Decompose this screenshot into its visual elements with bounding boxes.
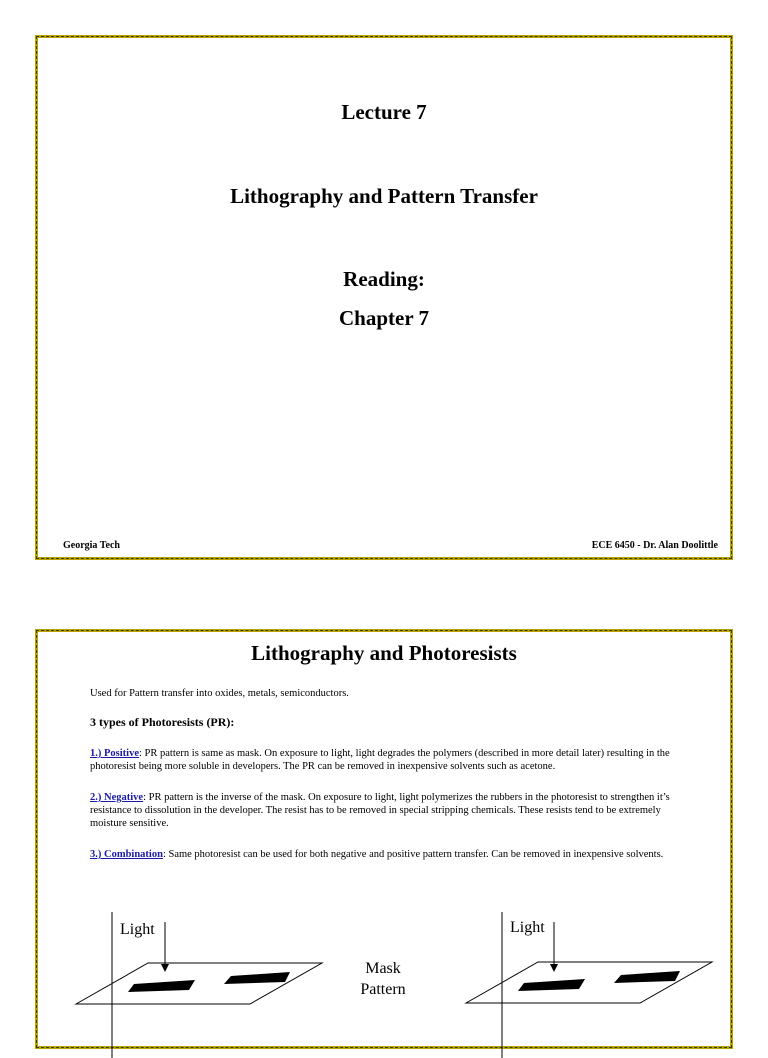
light-arrowhead-right <box>550 964 558 972</box>
footer-institution: Georgia Tech <box>63 540 120 551</box>
type-positive-term: 1.) Positive <box>90 748 139 759</box>
mask-feature-left-1 <box>128 980 195 992</box>
footer-course: ECE 6450 - Dr. Alan Doolittle <box>591 540 718 551</box>
slide-1 <box>35 35 733 560</box>
exposure-diagram <box>38 908 736 1058</box>
type-combination-text: : Same photoresist can be used for both negative and positive pattern transfer. Can be removed in inexpensive solvents. <box>162 849 664 860</box>
light-arrowhead-left <box>161 964 169 972</box>
types-heading: 3 types of Photoresists (PR): <box>90 715 235 729</box>
mask-label-line1: Mask <box>365 960 401 977</box>
type-negative <box>90 791 700 830</box>
reading-label: Reading: <box>343 267 425 291</box>
slide-title: Lithography and Photoresists <box>251 641 517 665</box>
mask-feature-right-2 <box>614 971 680 983</box>
type-combination-term: 3.) Combination <box>90 849 163 860</box>
reading-chapter: Chapter 7 <box>338 306 430 330</box>
lecture-title: Lithography and Pattern Transfer <box>230 184 538 208</box>
type-negative-text: : PR pattern is the inverse of the mask. On exposure to light, light polymerizes the rubbers in the photoresist to strengthen it’s resistance to dissolution in the developer. The resist has to be removed in special stripping chemicals. These resists tend to be extremely moisture sensitive. <box>90 792 670 829</box>
slide-2 <box>35 629 733 1049</box>
type-combination <box>90 848 700 861</box>
type-positive-text: : PR pattern is same as mask. On exposure to light, light degrades the polymers (described in more detail later) resulting in the photoresist being more soluble in developers. The PR can be removed in inexpensive solvents such as acetone. <box>90 748 670 772</box>
mask-label-line2: Pattern <box>360 981 406 998</box>
mask-plate-right <box>466 962 712 1003</box>
intro-text: Used for Pattern transfer into oxides, metals, semiconductors. <box>90 688 349 699</box>
light-label-right: Light <box>510 919 545 936</box>
lecture-number: Lecture 7 <box>341 100 427 124</box>
mask-plate-left <box>76 963 322 1004</box>
type-positive <box>90 747 700 773</box>
type-negative-term: 2.) Negative <box>90 792 144 803</box>
mask-feature-right-1 <box>518 979 585 991</box>
mask-feature-left-2 <box>224 972 290 984</box>
light-label-left: Light <box>120 921 155 938</box>
